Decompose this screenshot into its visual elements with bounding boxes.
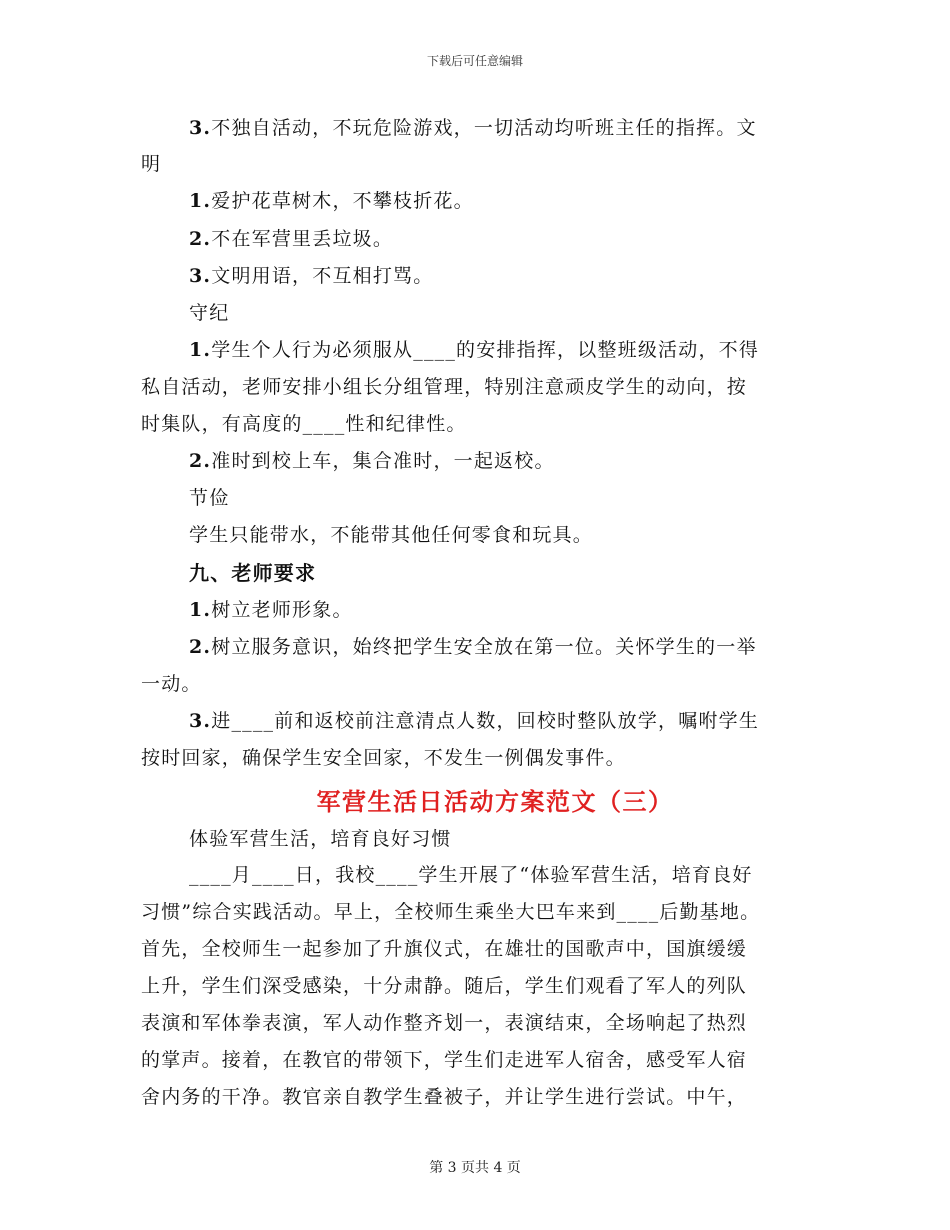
page-footer: 第 3 页共 4 页 [429,1160,521,1176]
paragraph-line [189,635,757,659]
line-text: 表演和军体拳表演，军人动作整齐划一，表演结束，全场响起了热烈 [141,1012,748,1034]
line-text: 树立服务意识，始终把学生安全放在第一位。关怀学生的一举 [211,636,757,658]
line-text: 时集队，有高度的____性和纪律性。 [141,413,467,435]
paragraph-line [141,937,747,961]
line-text: 爱护花草树木，不攀枝折花。 [211,190,474,212]
list-number: 3. [189,710,212,732]
paragraph-line [141,1011,747,1035]
line-text: ____月____日，我校____学生开展了“体验军营生活，培育良好 [189,864,753,886]
list-number: 1. [189,190,212,212]
paragraph-line [189,264,433,288]
paragraph-line [189,227,393,251]
paragraph-line [189,189,474,213]
paragraph-line [189,827,452,851]
paragraph-line [189,863,753,887]
line-text: 上升，学生们深受感染，十分肃静。随后，学生们观看了军人的列队 [141,975,748,997]
line-text: 明 [141,153,162,175]
paragraph-line [141,1085,747,1109]
section-title: 军营生活日活动方案范文（三） [316,788,674,816]
paragraph-line [141,974,747,998]
line-text: 首先，全校师生一起参加了升旗仪式，在雄壮的国歌声中，国旗缓缓 [141,938,748,960]
line-text: 不独自活动，不玩危险游戏，一切活动均听班主任的指挥。文 [211,117,757,139]
list-number: 3. [189,117,212,139]
paragraph-line [141,746,626,770]
list-number: 2. [189,636,212,658]
line-text: 学生只能带水，不能带其他任何零食和玩具。 [189,524,594,546]
paragraph-line [141,412,467,436]
line-text: 体验军营生活，培育良好习惯 [189,828,452,850]
paragraph-line [189,486,229,510]
heading-text: 九、老师要求 [189,561,317,585]
paragraph-line [141,152,161,176]
paragraph-line [189,338,759,362]
paragraph-line [189,116,757,140]
line-text: 准时到校上车，集合准时，一起返校。 [211,450,555,472]
list-number: 3. [189,265,212,287]
paragraph-line [141,1048,747,1072]
line-text: 一动。 [141,673,202,695]
section-heading [189,561,316,585]
paragraph-line [141,900,760,924]
paragraph-line [141,375,747,399]
line-text: 守纪 [189,302,230,324]
line-text: 不在军营里丢垃圾。 [211,228,394,250]
list-number: 1. [189,339,212,361]
list-number: 2. [189,228,212,250]
list-number: 1. [189,599,212,621]
list-number: 2. [189,450,212,472]
line-text: 舍内务的干净。教官亲自教学生叠被子，并让学生进行尝试。中午， [141,1086,748,1108]
page-header: 下载后可任意编辑 [426,54,523,68]
line-text: 的掌声。接着，在教官的带领下，学生们走进军人宿舍，感受军人宿 [141,1049,748,1071]
paragraph-line [189,598,353,622]
line-text: 私自活动，老师安排小组长分组管理，特别注意顽皮学生的动向，按 [141,376,748,398]
line-text: 进____前和返校前注意清点人数，回校时整队放学，嘱咐学生 [211,710,760,732]
line-text: 学生个人行为必须服从____的安排指挥，以整班级活动，不得 [211,339,760,361]
paragraph-line [189,449,555,473]
line-text: 文明用语，不互相打骂。 [211,265,434,287]
line-text: 习惯”综合实践活动。早上，全校师生乘坐大巴车来到____后勤基地。 [141,901,761,923]
line-text: 按时回家，确保学生安全回家，不发生一例偶发事件。 [141,747,626,769]
line-text: 节俭 [189,487,230,509]
paragraph-line [189,523,593,547]
paragraph-line [141,672,202,696]
paragraph-line [189,709,759,733]
line-text: 树立老师形象。 [211,599,353,621]
paragraph-line [189,301,229,325]
